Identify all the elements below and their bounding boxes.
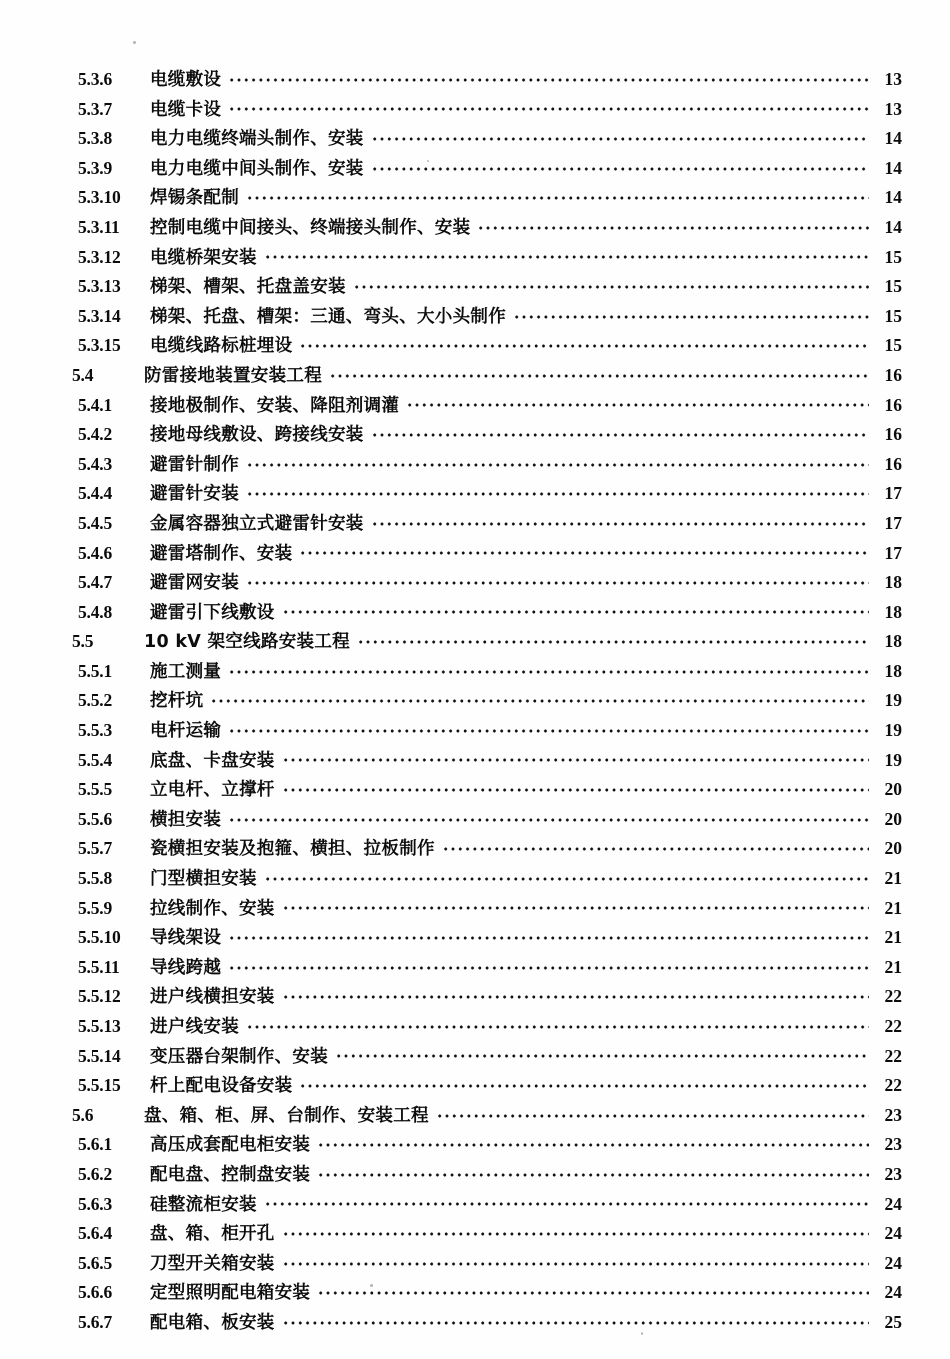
toc-entry-number: 5.5	[72, 631, 94, 652]
toc-entry-title: 进户线安装	[150, 1017, 239, 1037]
toc-entry-number: 5.4.1	[78, 394, 113, 415]
toc-leader-dots	[301, 1084, 869, 1088]
toc-entry[interactable]	[0, 96, 950, 126]
toc-leader-dots	[373, 167, 869, 171]
toc-entry-page-number: 15	[884, 305, 902, 326]
toc-entry[interactable]	[0, 776, 950, 806]
toc-leader-dots	[359, 640, 869, 644]
toc-entry-number: 5.6.4	[78, 1223, 113, 1244]
toc-entry[interactable]	[0, 599, 950, 629]
toc-entry-page-number: 21	[884, 927, 902, 948]
toc-entry-page-number: 22	[884, 986, 902, 1007]
toc-leader-dots	[248, 463, 869, 467]
toc-entry-number: 5.4.4	[78, 483, 113, 504]
toc-entry[interactable]	[0, 273, 950, 303]
toc-leader-dots	[301, 344, 869, 348]
toc-entry-title: 接地母线敷设、跨接线安装	[150, 425, 364, 446]
toc-entry-page-number: 15	[884, 246, 902, 267]
toc-entry[interactable]	[0, 1013, 950, 1043]
toc-entry-page-number: 16	[884, 364, 902, 385]
toc-entry-title: 硅整流柜安装	[150, 1194, 257, 1215]
toc-entry-title: 焊锡条配制	[150, 188, 239, 209]
toc-entry-title: 盘、箱、柜开孔	[150, 1224, 275, 1245]
toc-leader-dots	[212, 699, 869, 703]
toc-entry-number: 5.3.12	[78, 246, 121, 267]
toc-entry-title: 梯架、托盘、槽架：三通、弯头、大小头制作	[150, 306, 506, 327]
toc-entry-number: 5.4.3	[78, 453, 113, 474]
toc-entry-title: 高压成套配电柜安装	[150, 1135, 311, 1156]
toc-entry[interactable]	[0, 835, 950, 865]
toc-entry-number: 5.5.6	[78, 808, 113, 829]
toc-entry-title: 盘、箱、柜、屏、台制作、安装工程	[144, 1105, 429, 1126]
toc-leader-dots	[301, 551, 869, 555]
toc-entry-title: 电缆桥架安装	[150, 247, 257, 268]
toc-entry-number: 5.5.12	[78, 986, 121, 1007]
toc-entry[interactable]	[0, 1191, 950, 1221]
toc-entry-number: 5.6	[72, 1104, 94, 1125]
toc-leader-dots	[266, 1202, 869, 1206]
toc-leader-dots	[479, 226, 869, 230]
scan-speck	[133, 41, 136, 44]
toc-entry-page-number: 13	[884, 69, 902, 89]
toc-entry-title: 防雷接地装置安装工程	[144, 365, 322, 386]
toc-entry[interactable]	[0, 865, 950, 895]
toc-entry-number: 5.3.10	[78, 187, 121, 208]
toc-entry[interactable]	[0, 954, 950, 984]
toc-entry-page-number: 18	[884, 660, 902, 681]
toc-entry-title: 配电盘、控制盘安装	[150, 1164, 311, 1185]
toc-leader-dots	[515, 315, 869, 319]
toc-entry-number: 5.6.5	[78, 1252, 113, 1273]
toc-leader-dots	[284, 906, 869, 910]
toc-entry-page-number: 23	[884, 1104, 902, 1125]
toc-entry-number: 5.6.2	[78, 1163, 113, 1184]
toc-leader-dots	[284, 1262, 869, 1266]
toc-leader-dots	[230, 966, 869, 970]
toc-entry[interactable]	[0, 1279, 950, 1309]
toc-entry-page-number: 20	[884, 779, 902, 800]
toc-entry-page-number: 24	[884, 1252, 902, 1273]
toc-entry-page-number: 14	[884, 157, 902, 178]
toc-entry-title: 控制电缆中间接头、终端接头制作、安装	[150, 217, 471, 238]
toc-entry[interactable]	[0, 540, 950, 570]
toc-entry-title: 底盘、卡盘安装	[150, 750, 275, 771]
toc-entry[interactable]	[0, 451, 950, 481]
toc-entry-number: 5.6.1	[78, 1134, 113, 1155]
toc-entry[interactable]	[0, 1102, 950, 1132]
toc-entry-title: 避雷塔制作、安装	[150, 543, 293, 564]
toc-entry-page-number: 17	[884, 483, 902, 504]
toc-entry-title: 立电杆、立撑杆	[150, 780, 275, 801]
toc-leader-dots	[230, 729, 869, 733]
toc-entry-page-number: 16	[884, 424, 902, 445]
toc-entry-title: 导线跨越	[150, 957, 222, 978]
toc-entry-title: 刀型开关箱安装	[150, 1253, 275, 1274]
toc-entry-page-number: 17	[884, 512, 902, 533]
toc-entry-number: 5.5.7	[78, 838, 113, 859]
toc-entry-number: 5.5.15	[78, 1075, 121, 1096]
toc-leader-dots	[230, 107, 869, 111]
toc-entry-number: 5.3.13	[78, 276, 121, 297]
toc-entry-page-number: 19	[884, 720, 902, 741]
table-of-contents	[0, 66, 950, 1339]
toc-leader-dots	[248, 492, 869, 496]
toc-leader-dots	[319, 1143, 869, 1147]
toc-entry-page-number: 18	[884, 631, 902, 652]
toc-leader-dots	[284, 995, 869, 999]
toc-leader-dots	[284, 758, 869, 762]
toc-leader-dots	[337, 1054, 869, 1058]
toc-entry-number: 5.3.9	[78, 157, 113, 178]
toc-entry-page-number: 14	[884, 187, 902, 208]
toc-entry-title: 电力电缆终端头制作、安装	[150, 129, 364, 150]
toc-leader-dots	[284, 610, 869, 614]
toc-leader-dots	[248, 581, 869, 585]
toc-leader-dots	[248, 196, 869, 200]
toc-leader-dots	[230, 78, 869, 82]
toc-entry-page-number: 15	[884, 335, 902, 356]
toc-entry-title: 金属容器独立式避雷针安装	[150, 513, 364, 534]
toc-entry[interactable]	[0, 895, 950, 925]
toc-entry-page-number: 14	[884, 128, 902, 149]
toc-entry-number: 5.5.5	[78, 779, 113, 800]
toc-entry-number: 5.6.3	[78, 1193, 113, 1214]
toc-entry-title: 接地极制作、安装、降阻剂调灌	[150, 395, 400, 416]
toc-entry[interactable]	[0, 1161, 950, 1191]
toc-entry-page-number: 25	[884, 1311, 902, 1332]
toc-entry-number: 5.5.1	[78, 660, 113, 681]
toc-entry[interactable]	[0, 244, 950, 274]
toc-entry-number: 5.3.14	[78, 305, 121, 326]
toc-entry-title: 配电箱、板安装	[150, 1312, 275, 1333]
toc-leader-dots	[284, 1321, 869, 1325]
toc-entry[interactable]	[0, 1220, 950, 1250]
toc-entry[interactable]	[0, 1250, 950, 1280]
toc-entry-page-number: 24	[884, 1282, 902, 1303]
toc-entry-number: 5.5.11	[78, 956, 120, 977]
toc-entry-title: 10 kV 架空线路安装工程	[144, 632, 350, 653]
toc-leader-dots	[373, 433, 869, 437]
toc-entry-title: 挖杆坑	[150, 691, 204, 712]
toc-entry[interactable]	[0, 717, 950, 747]
toc-entry-number: 5.5.10	[78, 927, 121, 948]
toc-entry-title: 电缆线路标桩埋设	[150, 336, 293, 357]
toc-leader-dots	[248, 1025, 869, 1029]
toc-entry-page-number: 21	[884, 956, 902, 977]
toc-entry-page-number: 14	[884, 216, 902, 237]
toc-entry-number: 5.4.5	[78, 512, 113, 533]
toc-entry-number: 5.3.15	[78, 335, 121, 356]
toc-entry-number: 5.3.6	[78, 69, 113, 89]
toc-entry[interactable]	[0, 125, 950, 155]
toc-entry-title: 拉线制作、安装	[150, 898, 275, 919]
toc-entry-page-number: 22	[884, 1075, 902, 1096]
toc-entry-title: 梯架、槽架、托盘盖安装	[150, 277, 346, 298]
toc-entry-title: 杆上配电设备安装	[150, 1076, 293, 1097]
toc-leader-dots	[266, 255, 869, 259]
toc-entry-page-number: 23	[884, 1134, 902, 1155]
toc-entry[interactable]	[0, 332, 950, 362]
toc-entry-page-number: 16	[884, 453, 902, 474]
toc-entry-page-number: 24	[884, 1223, 902, 1244]
toc-entry-title: 电杆运输	[150, 721, 222, 742]
toc-leader-dots	[331, 374, 869, 378]
toc-entry-page-number: 24	[884, 1193, 902, 1214]
toc-leader-dots	[284, 788, 869, 792]
toc-entry-number: 5.3.11	[78, 216, 120, 237]
toc-entry-title: 避雷针安装	[150, 484, 239, 505]
toc-entry-page-number: 18	[884, 572, 902, 593]
toc-entry[interactable]	[0, 687, 950, 717]
toc-entry-title: 避雷针制作	[150, 454, 239, 475]
toc-entry-number: 5.6.7	[78, 1311, 113, 1332]
toc-entry-number: 5.4.2	[78, 424, 113, 445]
toc-entry-number: 5.5.4	[78, 749, 113, 770]
toc-leader-dots	[319, 1291, 869, 1295]
toc-entry-number: 5.5.9	[78, 897, 113, 918]
toc-entry-number: 5.5.8	[78, 868, 113, 889]
toc-entry[interactable]	[0, 1309, 950, 1339]
toc-entry-page-number: 17	[884, 542, 902, 563]
toc-leader-dots	[438, 1114, 869, 1118]
toc-entry-page-number: 23	[884, 1163, 902, 1184]
toc-entry-title: 进户线横担安装	[150, 987, 275, 1008]
toc-entry[interactable]	[0, 569, 950, 599]
toc-entry-number: 5.5.13	[78, 1016, 121, 1036]
toc-leader-dots	[373, 522, 869, 526]
toc-entry[interactable]	[0, 480, 950, 510]
toc-entry-number: 5.4	[72, 364, 94, 385]
toc-leader-dots	[408, 403, 869, 407]
toc-entry-title: 变压器台架制作、安装	[150, 1046, 328, 1067]
toc-entry-number: 5.5.14	[78, 1045, 121, 1066]
toc-entry-title: 电力电缆中间头制作、安装	[150, 158, 364, 179]
toc-entry-title: 瓷横担安装及抱箍、横担、拉板制作	[150, 839, 435, 860]
toc-entry-number: 5.4.8	[78, 601, 113, 622]
toc-entry[interactable]	[0, 1131, 950, 1161]
toc-entry-page-number: 22	[884, 1045, 902, 1066]
toc-entry-title: 避雷引下线敷设	[150, 602, 275, 623]
toc-entry-page-number: 20	[884, 808, 902, 829]
toc-leader-dots	[266, 877, 869, 881]
toc-entry-number: 5.5.3	[78, 720, 113, 741]
toc-entry[interactable]	[0, 421, 950, 451]
toc-entry-page-number: 21	[884, 868, 902, 889]
toc-entry-page-number: 16	[884, 394, 902, 415]
toc-entry[interactable]	[0, 510, 950, 540]
toc-leader-dots	[373, 137, 869, 141]
toc-entry[interactable]	[0, 155, 950, 185]
toc-entry-title: 避雷网安装	[150, 573, 239, 594]
toc-entry-title: 门型横担安装	[150, 869, 257, 890]
toc-entry-title: 电缆敷设	[150, 70, 222, 90]
toc-leader-dots	[319, 1173, 869, 1177]
toc-entry-number: 5.5.2	[78, 690, 113, 711]
toc-entry-title: 施工测量	[150, 661, 222, 682]
toc-leader-dots	[355, 285, 869, 289]
toc-entry-page-number: 19	[884, 749, 902, 770]
toc-entry[interactable]	[0, 214, 950, 244]
toc-leader-dots	[230, 936, 869, 940]
toc-entry[interactable]	[0, 628, 950, 658]
toc-entry[interactable]	[0, 184, 950, 214]
toc-entry[interactable]	[0, 983, 950, 1013]
toc-entry[interactable]	[0, 392, 950, 422]
toc-entry[interactable]	[0, 1072, 950, 1102]
toc-entry-page-number: 22	[884, 1016, 902, 1036]
toc-entry[interactable]	[0, 1043, 950, 1073]
toc-entry-page-number: 13	[884, 98, 902, 119]
toc-entry-number: 5.4.6	[78, 542, 113, 563]
toc-entry[interactable]	[0, 66, 950, 96]
toc-entry[interactable]	[0, 303, 950, 333]
toc-entry-title: 定型照明配电箱安装	[150, 1283, 311, 1304]
toc-entry-number: 5.3.8	[78, 128, 113, 149]
toc-entry[interactable]	[0, 658, 950, 688]
toc-entry-number: 5.4.7	[78, 572, 113, 593]
toc-entry-page-number: 15	[884, 276, 902, 297]
toc-entry-title: 横担安装	[150, 809, 222, 830]
toc-entry[interactable]	[0, 362, 950, 392]
toc-entry-page-number: 18	[884, 601, 902, 622]
toc-leader-dots	[284, 1232, 869, 1236]
toc-entry-number: 5.6.6	[78, 1282, 113, 1303]
toc-entry[interactable]	[0, 806, 950, 836]
toc-entry[interactable]	[0, 747, 950, 777]
toc-leader-dots	[444, 847, 869, 851]
toc-entry-page-number: 20	[884, 838, 902, 859]
toc-entry-page-number: 19	[884, 690, 902, 711]
toc-entry-page-number: 21	[884, 897, 902, 918]
toc-entry-title: 电缆卡设	[150, 99, 222, 120]
toc-entry[interactable]	[0, 924, 950, 954]
toc-leader-dots	[230, 818, 869, 822]
toc-leader-dots	[230, 670, 869, 674]
toc-entry-number: 5.3.7	[78, 98, 113, 119]
toc-entry-title: 导线架设	[150, 928, 222, 949]
